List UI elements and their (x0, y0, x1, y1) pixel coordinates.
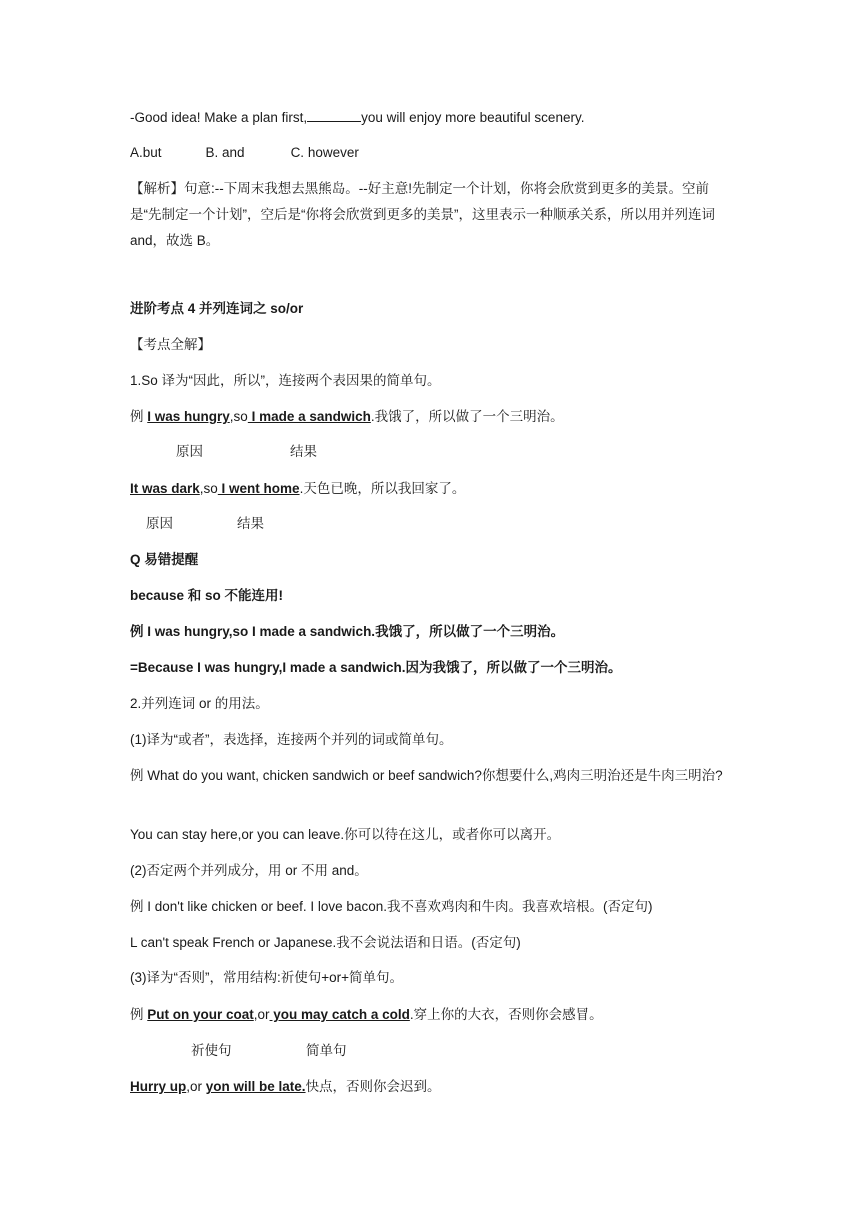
or-usage-2-example-2: L can't speak French or Japanese.我不会说法语和日语。(否定句) (130, 935, 521, 950)
or-usage-2-example-1: 例 I don't like chicken or beef. I love bacon.我不喜欢鸡肉和牛肉。我喜欢培根。(否定句) (130, 899, 653, 914)
effect-clause: I made a sandwich (247, 409, 371, 424)
analysis-paragraph: 【解析】句意:--下周末我想去黑熊岛。--好主意!先制定一个计划，你将会欣赏到更多的美景。空前是“先制定一个计划”，空后是“你将会欣赏到更多的美景”，这里表示一种顺承关系，所以用并列连词 and，故选 B。 (130, 181, 715, 248)
effect-clause: I went home (217, 481, 300, 496)
so-example-1: 例 I was hungry,so I made a sandwich.我饿了，所以做了一个三明治。 (130, 409, 564, 424)
answer-options (130, 143, 359, 163)
cause-clause: I was hungry (147, 409, 230, 424)
tip-example-2: =Because I was hungry,I made a sandwich.因为我饿了，所以做了一个三明治。 (130, 660, 622, 675)
so-example-2: It was dark,so I went home.天色已晚，所以我回家了。 (130, 481, 466, 496)
or-usage-1-example-2: You can stay here,or you can leave.你可以待在这儿，或者你可以离开。 (130, 827, 561, 842)
imperative-label: 祈使句 (191, 1043, 232, 1058)
tip-title: Q 易错提醒 (130, 552, 199, 567)
or-usage-3-example-1: 例 Put on your coat,or you may catch a cold.穿上你的大衣，否则你会感冒。 (130, 1007, 603, 1022)
option-a: A.but (130, 145, 162, 160)
imperative-clause: Hurry up (130, 1079, 187, 1094)
or-usage-2: (2)否定两个并列成分，用 or 不用 and。 (130, 863, 368, 878)
effect-label: 结果 (290, 444, 317, 459)
or-usage-3: (3)译为“否则”，常用结构:祈使句+or+简单句。 (130, 970, 404, 985)
tip-rule: because 和 so 不能连用! (130, 588, 284, 603)
question-line: -Good idea! Make a plan first, you will enjoy more beautiful scenery. (130, 107, 584, 128)
cause-clause: It was dark (130, 481, 200, 496)
option-c: C. however (290, 145, 359, 160)
overview-heading: 【考点全解】 (130, 337, 211, 352)
simple-sentence-label: 简单句 (306, 1043, 347, 1058)
section-title: 进阶考点 4 并列连词之 so/or (130, 301, 304, 316)
cause-label: 原因 (146, 516, 173, 531)
simple-clause: yon will be late. (205, 1079, 306, 1094)
or-usage-1: (1)译为“或者”，表选择，连接两个并列的词或简单句。 (130, 732, 453, 747)
option-b: B. and (205, 145, 245, 160)
so-intro: 1.So 译为“因此，所以”，连接两个表因果的简单句。 (130, 373, 441, 388)
cause-label: 原因 (176, 444, 203, 459)
or-intro: 2.并列连词 or 的用法。 (130, 696, 269, 711)
tip-example-1: 例 I was hungry,so I made a sandwich.我饿了，所以做了一个三明治。 (130, 624, 565, 639)
effect-label: 结果 (237, 516, 264, 531)
simple-clause: you may catch a cold (269, 1007, 410, 1022)
imperative-clause: Put on your coat (147, 1007, 254, 1022)
answer-blank (307, 107, 361, 122)
or-usage-3-example-2: Hurry up,or yon will be late.快点，否则你会迟到。 (130, 1079, 441, 1094)
or-usage-1-example-1: 例 What do you want, chicken sandwich or beef sandwich?你想要什么,鸡肉三明治还是牛肉三明治? (130, 768, 723, 783)
